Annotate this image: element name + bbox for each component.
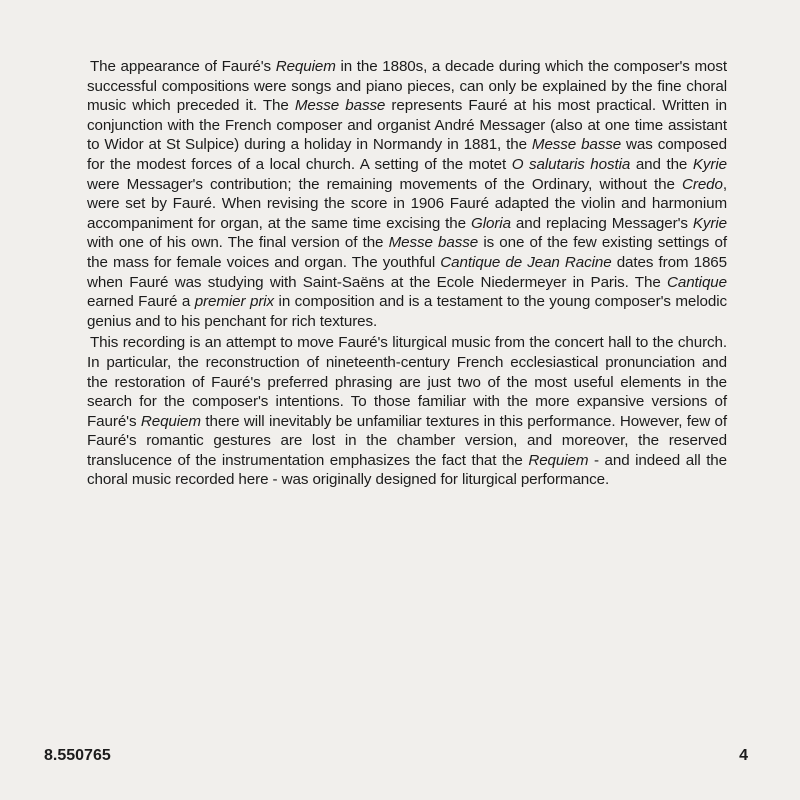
text-run: earned Fauré a bbox=[87, 293, 195, 311]
body-text bbox=[87, 57, 727, 490]
italic-title: Credo bbox=[682, 175, 723, 193]
italic-title: Kyrie bbox=[692, 214, 727, 232]
italic-title: Requiem bbox=[275, 58, 336, 75]
text-run: there will inevitably be unfamiliar textures in this performance. However, few of Fauré's romantic gestures are lost in the chamber version, and moreover, the reserved translucence of the instrumentation emphasizes the fact that the bbox=[87, 412, 727, 469]
italic-title: Cantique de Jean Racine bbox=[440, 253, 612, 271]
paragraph-2 bbox=[87, 333, 727, 490]
text-run: The appearance of Fauré's bbox=[90, 58, 276, 75]
text-run: , were set by Fauré. When revising the score in 1906 Fauré adapted the violin and harmonium accompaniment for organ, at the same time excising the bbox=[87, 175, 727, 232]
text-run: - and indeed all the choral music recorded here - was originally designed for liturgical performance. bbox=[87, 451, 728, 489]
text-run: in composition and is a testament to the young composer's melodic genius and to his penchant for rich textures. bbox=[87, 293, 727, 330]
italic-title: Messe basse bbox=[294, 97, 386, 115]
italic-title: Messe basse bbox=[388, 234, 479, 252]
text-run: and replacing Messager's bbox=[510, 214, 693, 232]
italic-title: Cantique bbox=[667, 273, 727, 291]
paragraph-1 bbox=[87, 57, 727, 331]
italic-title: Messe basse bbox=[531, 136, 622, 154]
text-run: was composed for the modest forces of a local church. A setting of the motet bbox=[87, 136, 727, 173]
text-run: represents Fauré at his most practical. Written in conjunction with the French composer and organist André Messager (also at one time assistant to Widor at St Sulpice) during a holiday in Normandy in 1881, the bbox=[87, 97, 727, 154]
italic-title: premier prix bbox=[194, 293, 275, 311]
page-number: 4 bbox=[739, 747, 748, 764]
italic-title: Gloria bbox=[471, 214, 511, 232]
catalogue-number: 8.550765 bbox=[44, 747, 111, 764]
text-run: This recording is an attempt to move Fauré's liturgical music from the concert hall to the church. In particular, the reconstruction of nineteenth-century French ecclesiastical pronunciation and the restoration of Fauré's preferred phrasing are just two of the most useful elements in the search for the composer's intentions. To those familiar with the more expansive versions of Fauré's bbox=[87, 334, 727, 430]
italic-title: O salutaris hostia bbox=[511, 155, 631, 173]
text-run: is one of the few existing settings of the mass for female voices and organ. The youthful bbox=[87, 234, 727, 271]
italic-title: Requiem bbox=[140, 412, 201, 430]
text-run: with one of his own. The final version of the bbox=[87, 234, 389, 252]
text-run: in the 1880s, a decade during which the composer's most successful compositions were songs and piano pieces, can only be explained by the fine choral music which preceded it. The bbox=[87, 58, 727, 115]
text-run: and the bbox=[630, 155, 693, 173]
italic-title: Requiem bbox=[528, 451, 589, 469]
italic-title: Kyrie bbox=[692, 155, 727, 173]
text-run: were Messager's contribution; the remaining movements of the Ordinary, without the bbox=[87, 175, 682, 193]
text-run: dates from 1865 when Fauré was studying with Saint-Saëns at the Ecole Niedermeyer in Paris. The bbox=[87, 253, 727, 291]
